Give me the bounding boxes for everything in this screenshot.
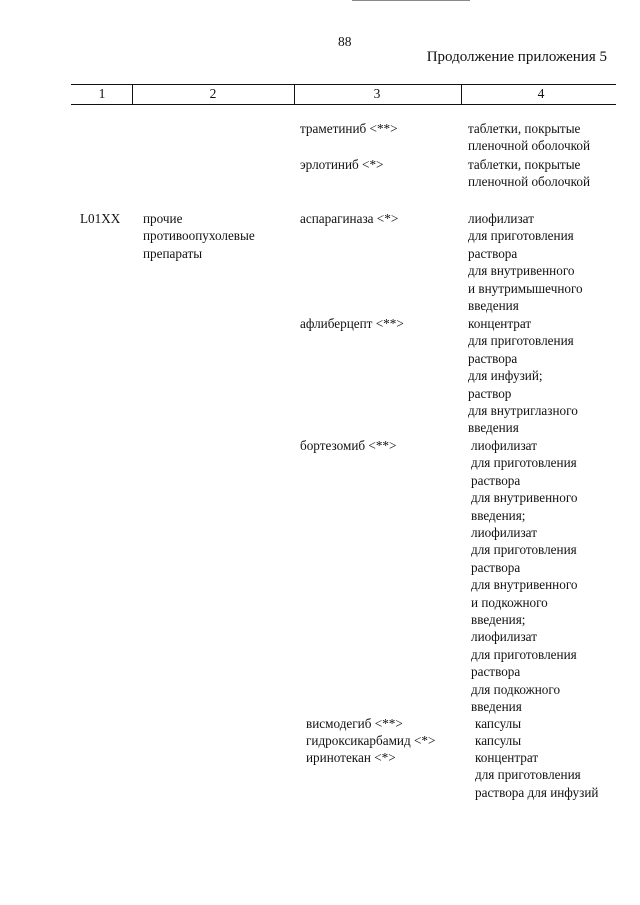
column-number-2: 2	[209, 86, 217, 101]
dosage-form: таблетки, покрытые пленочной оболочкой	[468, 157, 591, 190]
drug-name: афлиберцепт <**>	[300, 316, 404, 331]
page-number: 88	[338, 34, 352, 49]
column-divider	[132, 84, 133, 105]
group-name: прочие противоопухолевые препараты	[143, 211, 255, 261]
dosage-form: лиофилизат для приготовления раствора для внутривенного и внутримышечного введения	[468, 211, 583, 314]
drug-name: траметиниб <**>	[300, 121, 398, 136]
dosage-form: таблетки, покрытые пленочной оболочкой	[468, 121, 591, 154]
drug-name: аспарагиназа <*>	[300, 211, 399, 226]
drug-name: иринотекан <*>	[306, 750, 396, 765]
dosage-form: концентрат для приготовления раствора для инфузий; раствор для внутриглазного введения	[468, 316, 578, 436]
drug-name: бортезомиб <**>	[300, 438, 397, 453]
dosage-form: концентрат для приготовления раствора для инфузий	[475, 750, 599, 800]
column-divider	[294, 84, 295, 105]
drug-name: гидроксикарбамид <*>	[306, 733, 436, 748]
dosage-form: капсулы	[475, 716, 522, 731]
atc-code: L01XX	[80, 211, 121, 226]
column-number-4: 4	[537, 86, 545, 101]
continuation-title: Продолжение приложения 5	[426, 49, 607, 65]
table-header-top-rule	[71, 84, 616, 85]
table-header-bottom-rule	[71, 104, 616, 105]
drug-name: висмодегиб <**>	[306, 716, 403, 731]
dosage-form: лиофилизат для приготовления раствора для внутривенного введения; лиофилизат для приготовления раствора для внутривенного и подкожного введения; лиофилизат для приготовления раствора для подкожного введения	[471, 438, 578, 715]
column-number-3: 3	[373, 86, 381, 101]
scan-edge-mark	[352, 0, 470, 1]
drug-name: эрлотиниб <*>	[300, 157, 384, 172]
column-number-1: 1	[98, 86, 106, 101]
column-divider	[461, 84, 462, 105]
dosage-form: капсулы	[475, 733, 522, 748]
